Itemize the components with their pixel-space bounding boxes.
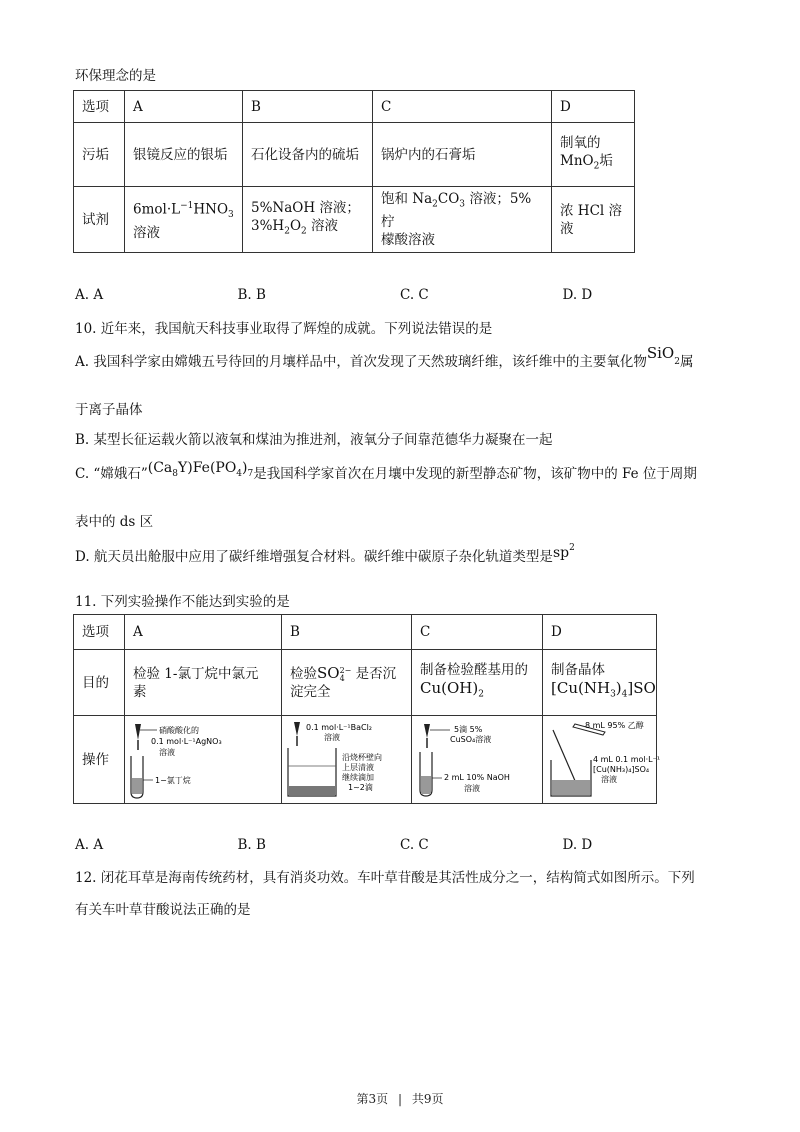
q9-header-option: 选项 [74,91,125,123]
q9-reagent-c: 饱和 $Na_2CO_3$ 溶液；5%柠 檬酸溶液 [373,187,552,253]
q10-option-b[interactable]: B. 某型长征运载火箭以液氧和煤油为推进剂，液氧分子间靠范德华力凝聚在一起 [75,432,553,448]
q10-stem: 10. 近年来，我国航天科技事业取得了辉煌的成就。下列说法错误的是 [75,321,493,337]
q9-dirt-b: 石化设备内的硫垢 [243,123,373,187]
svg-text:溶液: 溶液 [464,783,480,793]
q9-dirt-d-line1: 制氧的 [560,134,601,151]
dropper-icon [135,724,141,740]
svg-text:4 mL 0.1 mol·L⁻¹: 4 mL 0.1 mol·L⁻¹ [593,754,661,764]
svg-text:沿烧杯壁向: 沿烧杯壁向 [342,752,382,762]
svg-text:溶液: 溶液 [324,732,340,742]
q9-reagent-a: $6mol\cdot L^{-1}HNO_3$ 溶液 [125,187,243,253]
q9-row-label-reagent: 试剂 [74,187,125,253]
q10-option-a[interactable]: A. 我国科学家由嫦娥五号待回的月壤样品中，首次发现了天然玻璃纤维，该纤维中的主要氧化物SiO$_2$属 [75,344,694,370]
q11-header-c: C [412,615,543,650]
q11-header-d: D [543,615,657,650]
q11-figure-d [543,716,661,804]
q11-row-label-operation: 操作 [74,716,125,804]
q11-figure-c [412,716,543,804]
q9-option-d[interactable]: D. D [562,287,593,303]
q11-stem: 11. 下列实验操作不能达到实验的是 [75,594,290,610]
q9-header-d: D [552,91,635,123]
svg-text:2 mL 10% NaOH: 2 mL 10% NaOH [444,772,510,782]
q9-option-b[interactable]: B. B [237,287,266,303]
q9-header-a: A [125,91,243,123]
q9-header-b: B [243,91,373,123]
q11-header-option: 选项 [74,615,125,650]
q11-purpose-a: 检验 1-氯丁烷中氯元 素 [125,650,282,716]
q11-purpose-d: 制备晶体 $[Cu(NH_3)_4]SO$ [543,650,657,716]
svg-text:1−氯丁烷: 1−氯丁烷 [155,775,191,785]
q9-dirt-d [552,123,635,187]
q9-dirt-a: 银镜反应的银垢 [125,123,243,187]
q9-option-a[interactable]: A. A [75,287,104,303]
dropper-icon [294,722,300,736]
svg-text:[Cu(NH₃)₄]SO₄: [Cu(NH₃)₄]SO₄ [593,764,650,774]
svg-text:硝酸酸化的: 硝酸酸化的 [159,725,199,735]
q9-reagent-d: 浓 HCl 溶 液 [552,187,635,253]
page-total: 共9页 [411,1092,444,1106]
svg-text:0.1 mol·L⁻¹BaCl₂: 0.1 mol·L⁻¹BaCl₂ [306,722,373,732]
svg-text:继续滴加: 继续滴加 [342,772,374,782]
q10-option-d[interactable]: D. 航天员出舱服中应用了碳纤维增强复合材料。碳纤维中碳原子杂化轨道类型是$sp^2$ [75,542,575,565]
page-footer [0,1090,800,1107]
q11-header-a: A [125,615,282,650]
q11-option-d[interactable]: D. D [562,837,593,853]
beaker-pipette-figure-d [545,720,661,800]
q10-option-c[interactable]: C. “嫦娥石$”(Ca_8Y)Fe(PO_4)_7$是我国科学家首次在月壤中发现的新型静态矿物，该矿物中的 Fe 位于周期 [75,460,697,482]
q12-stem-line2: 有关车叶草苷酸说法正确的是 [75,902,251,918]
q10-option-a-cont: 于离子晶体 [75,402,143,418]
q9-dirt-d-line2: MnO$_2$垢 [560,152,613,172]
svg-text:溶液: 溶液 [601,774,617,784]
q11-header-b: B [282,615,412,650]
q11-row-label-purpose: 目的 [74,650,125,716]
svg-text:溶液: 溶液 [159,747,175,757]
svg-text:上层清液: 上层清液 [342,762,374,772]
beaker-dropper-figure-b [284,720,393,800]
q9-option-c[interactable]: C. C [400,287,429,303]
dropper-icon [424,724,430,738]
q9-row-label-dirt: 污垢 [74,123,125,187]
q11-options [75,837,725,853]
q11-option-c[interactable]: C. C [400,837,429,853]
q9-options [75,287,725,303]
q11-purpose-c: 制备检验醛基用的 $Cu(OH)_2$ [412,650,543,716]
q9-header-c: C [373,91,552,123]
q11-table [73,614,661,804]
q11-figure-a [125,716,282,804]
q10-option-c-cont: 表中的 ds 区 [75,514,154,530]
svg-text:CuSO₄溶液: CuSO₄溶液 [450,734,492,744]
q11-option-b[interactable]: B. B [237,837,266,853]
svg-text:1~2滴: 1~2滴 [348,782,373,792]
svg-text:8 mL 95% 乙醇: 8 mL 95% 乙醇 [585,720,644,730]
q11-purpose-b: 检验SO 2− 4 是否沉 淀完全 [282,650,412,716]
q9-dirt-c: 锅炉内的石膏垢 [373,123,552,187]
footer-separator: | [397,1092,403,1106]
page-number: 第3页 [356,1092,389,1106]
test-tube-dropper-figure-a [127,720,263,800]
q9-table [73,90,635,253]
q11-figure-b [282,716,412,804]
q9-reagent-b: 5%NaOH 溶液； $3\%H_2O_2$ 溶液 [243,187,373,253]
q11-option-a[interactable]: A. A [75,837,104,853]
svg-text:0.1 mol·L⁻¹AgNO₃: 0.1 mol·L⁻¹AgNO₃ [151,736,222,746]
test-tube-dropper-figure-c [414,720,524,800]
intro-line: 环保理念的是 [75,68,156,84]
svg-text:5滴 5%: 5滴 5% [454,724,483,734]
q12-stem-line1: 12. 闭花耳草是海南传统药材，具有消炎功效。车叶草苷酸是其活性成分之一，结构简式如图所示。下列 [75,870,695,886]
